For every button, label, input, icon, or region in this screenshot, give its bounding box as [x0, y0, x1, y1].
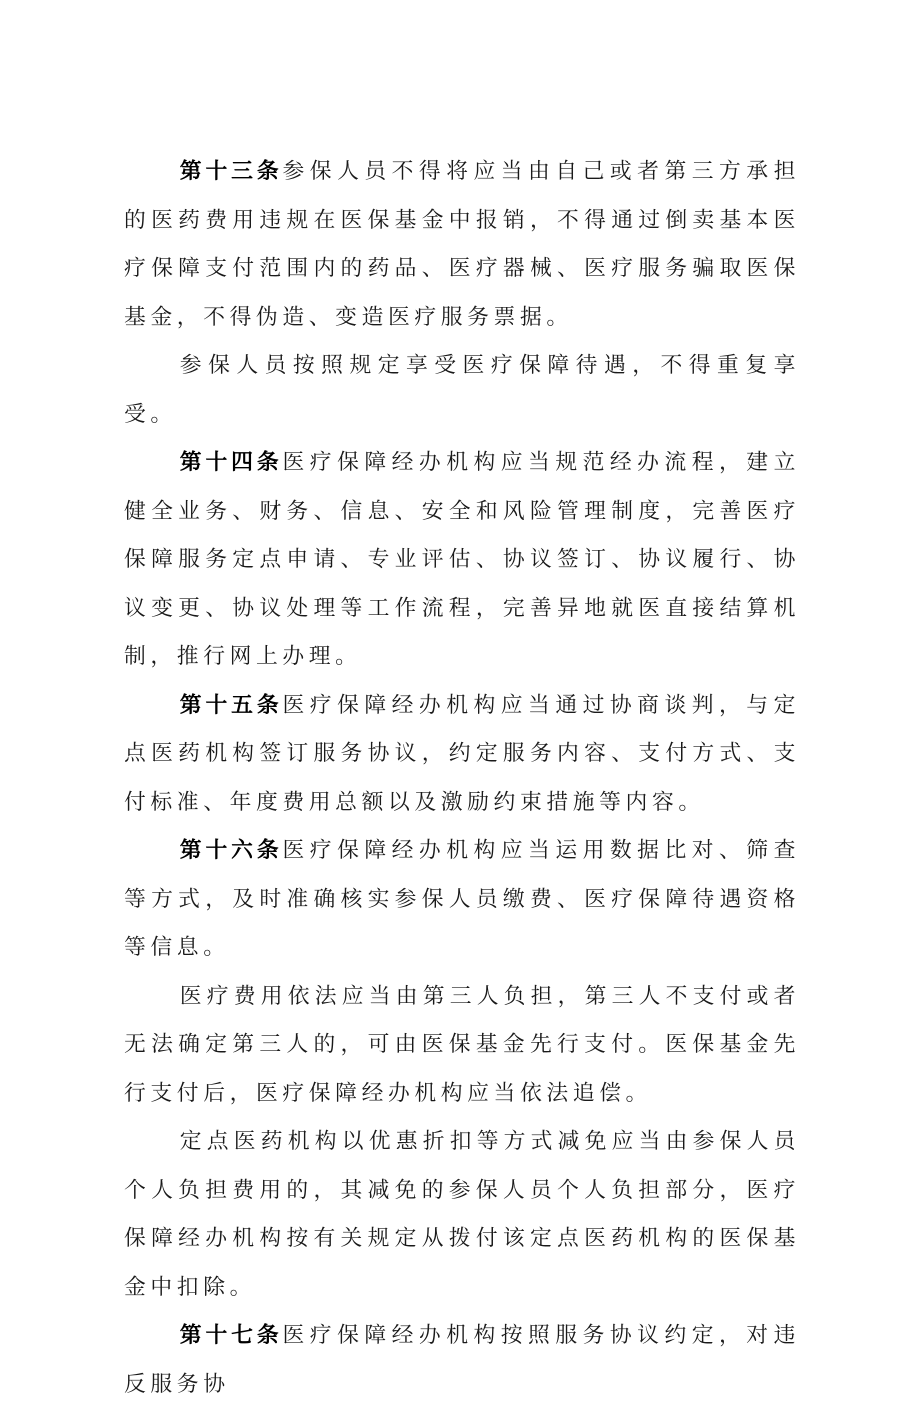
- paragraph-article-15: [124, 682, 800, 828]
- paragraph-text: 医疗保障经办机构应当通过协商谈判，与定点医药机构签订服务协议，约定服务内容、支付方式、支付标准、年度费用总额以及激励约束措施等内容。: [124, 692, 800, 815]
- paragraph-text: 参保人员按照规定享受医疗保障待遇，不得重复享受。: [124, 353, 800, 427]
- article-label: 第十七条: [179, 1323, 283, 1348]
- paragraph-article-17: [124, 1312, 800, 1409]
- paragraph-text: 医疗保障经办机构应当规范经办流程，建立健全业务、财务、信息、安全和风险管理制度，完善医疗保障服务定点申请、专业评估、协议签订、协议履行、协议变更、协议处理等工作流程，完善异地就医直接结算机制，推行网上办理。: [124, 450, 800, 669]
- paragraph-text: 定点医药机构以优惠折扣等方式减免应当由参保人员个人负担费用的，其减免的参保人员个人负担部分，医疗保障经办机构按有关规定从拨付该定点医药机构的医保基金中扣除。: [124, 1129, 800, 1300]
- paragraph-article-16-clause-3: [124, 1118, 800, 1312]
- article-label: 第十三条: [179, 159, 283, 184]
- paragraph-text: 医疗保障经办机构应当运用数据比对、筛查等方式，及时准确核实参保人员缴费、医疗保障待遇资格等信息。: [124, 838, 800, 960]
- paragraph-text: 医疗保障经办机构按照服务协议约定，对违反服务协: [124, 1323, 800, 1397]
- document-body: [124, 148, 800, 1409]
- article-label: 第十四条: [179, 450, 283, 475]
- paragraph-article-14: [124, 439, 800, 682]
- paragraph-text: 参保人员不得将应当由自己或者第三方承担的医药费用违规在医保基金中报销，不得通过倒卖基本医疗保障支付范围内的药品、医疗器械、医疗服务骗取医保基金，不得伪造、变造医疗服务票据。: [124, 159, 800, 330]
- paragraph-article-13-clause-2: [124, 342, 800, 439]
- paragraph-text: 医疗费用依法应当由第三人负担，第三人不支付或者无法确定第三人的，可由医保基金先行支付。医保基金先行支付后，医疗保障经办机构应当依法追偿。: [124, 983, 800, 1106]
- article-label: 第十五条: [179, 692, 283, 718]
- paragraph-article-13: [124, 148, 800, 342]
- paragraph-article-16-clause-2: [124, 973, 800, 1119]
- paragraph-article-16: [124, 827, 800, 973]
- article-label: 第十六条: [179, 838, 283, 863]
